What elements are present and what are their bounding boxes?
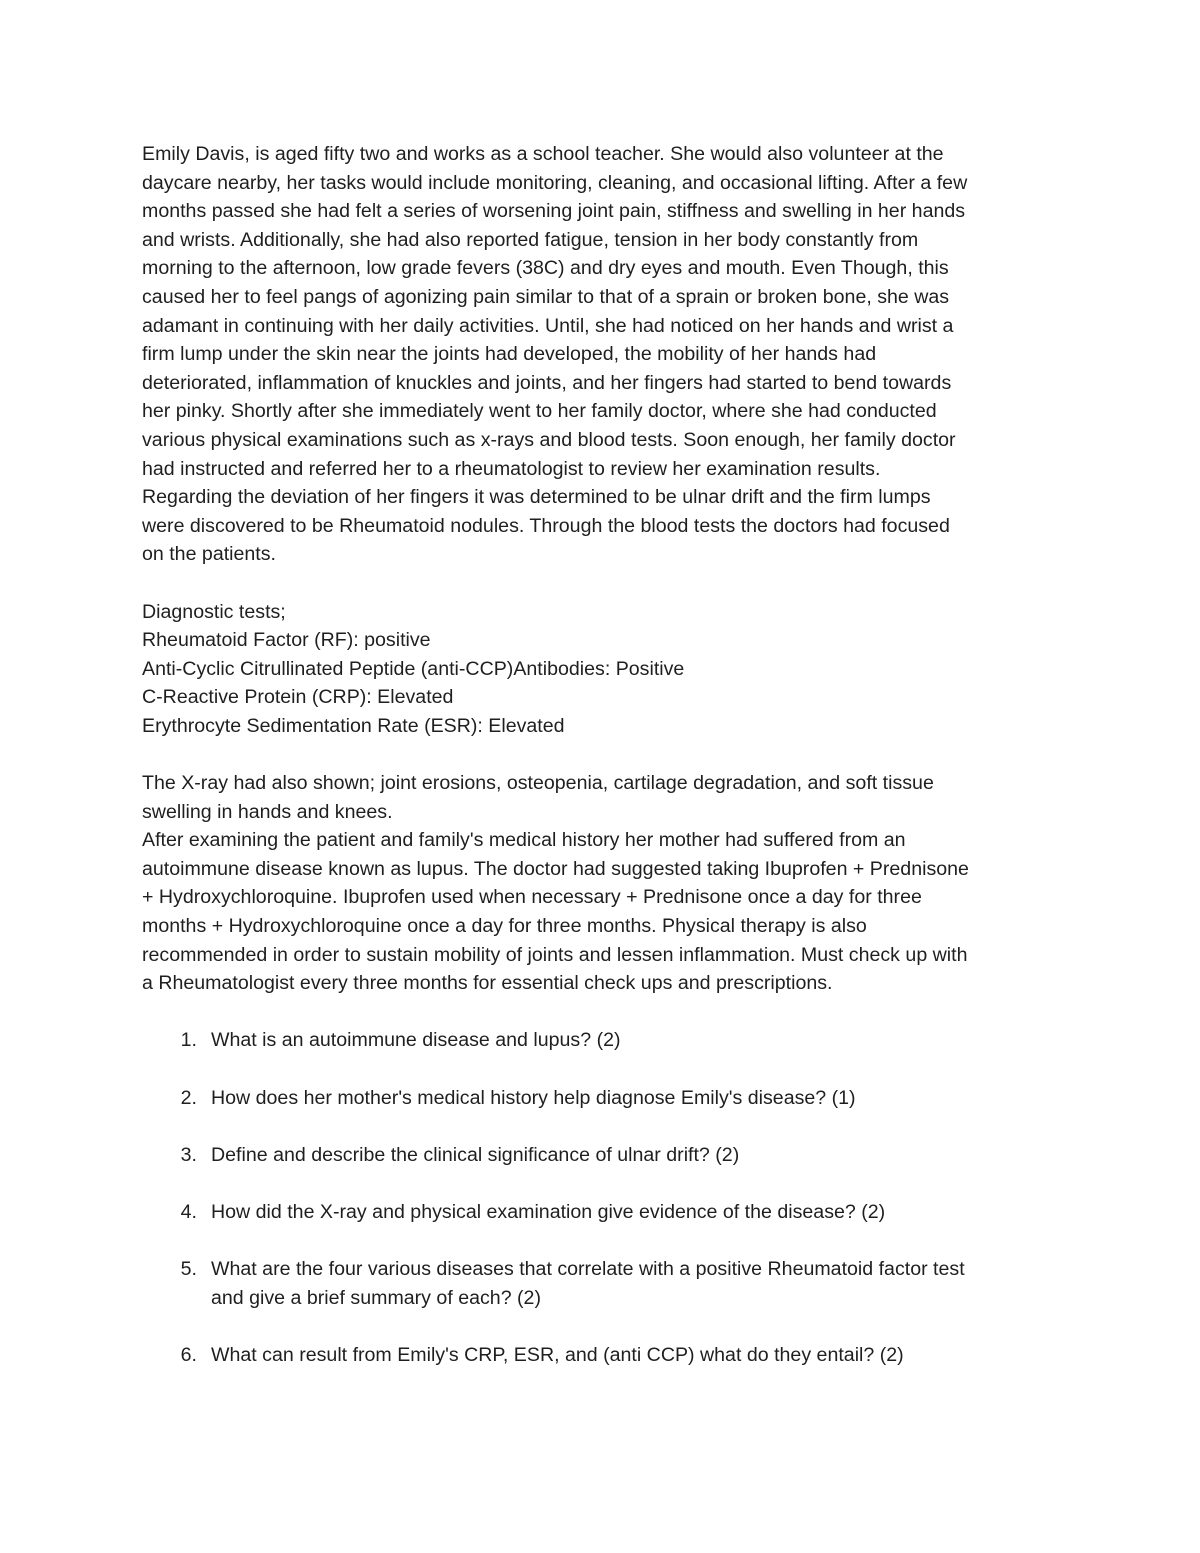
text-line: The X-ray had also shown; joint erosions, osteopenia, cartilage degradation, and soft tissue (142, 772, 934, 795)
question-number: 3. (180, 1143, 197, 1166)
text-line: various physical examinations such as x-rays and blood tests. Soon enough, her family doctor (142, 428, 956, 451)
question-item (142, 1341, 1060, 1370)
text-line: What can result from Emily's CRP, ESR, and (anti CCP) what do they entail? (2) (211, 1343, 904, 1366)
question-number: 6. (180, 1343, 197, 1366)
text-line: Emily Davis, is aged fifty two and works as a school teacher. She would also volunteer at the (142, 143, 944, 165)
question-text (211, 1026, 1060, 1055)
diagnostic-test-anti-ccp: Anti-Cyclic Citrullinated Peptide (anti-CCP)Antibodies: Positive (142, 657, 685, 680)
text-line: a Rheumatologist every three months for essential check ups and prescriptions. (142, 972, 833, 995)
text-line: and give a brief summary of each? (2) (211, 1286, 541, 1309)
question-text (211, 1198, 1060, 1227)
diagnostic-test-crp: C-Reactive Protein (CRP): Elevated (142, 686, 454, 709)
text-line: + Hydroxychloroquine. Ibuprofen used when necessary + Prednisone once a day for three (142, 886, 922, 909)
text-line: on the patients. (142, 543, 276, 566)
question-item (142, 1198, 1060, 1227)
text-line: her pinky. Shortly after she immediately went to her family doctor, where she had conducted (142, 400, 937, 423)
text-line: adamant in continuing with her daily activities. Until, she had noticed on her hands and wrist a (142, 314, 954, 337)
text-line: How does her mother's medical history help diagnose Emily's disease? (1) (211, 1086, 856, 1109)
question-number: 5. (180, 1258, 197, 1281)
text-line: and wrists. Additionally, she had also reported fatigue, tension in her body constantly from (142, 228, 919, 251)
text-line: After examining the patient and family's medical history her mother had suffered from an (142, 829, 906, 852)
text-line: were discovered to be Rheumatoid nodules. Through the blood tests the doctors had focused (142, 514, 950, 537)
question-text (211, 1255, 1060, 1312)
question-number: 4. (180, 1200, 197, 1223)
text-line: months passed she had felt a series of worsening joint pain, stiffness and swelling in her hands (142, 200, 966, 223)
text-line: had instructed and referred her to a rheumatologist to review her examination results. (142, 457, 881, 480)
text-line: months + Hydroxychloroquine once a day for three months. Physical therapy is also (142, 915, 867, 938)
text-line: Regarding the deviation of her fingers it was determined to be ulnar drift and the firm lumps (142, 486, 931, 509)
history-paragraph (142, 826, 1060, 998)
xray-paragraph (142, 769, 1060, 826)
document-page (142, 140, 1060, 1398)
question-item (142, 1141, 1060, 1170)
question-item (142, 1255, 1060, 1312)
paragraph-gap (142, 740, 1060, 769)
text-line: deteriorated, inflammation of knuckles and joints, and her fingers had started to bend towards (142, 371, 952, 394)
question-item (142, 1026, 1060, 1055)
text-line: What are the four various diseases that correlate with a positive Rheumatoid factor test (211, 1258, 965, 1281)
question-text (211, 1341, 1060, 1370)
text-line: daycare nearby, her tasks would include monitoring, cleaning, and occasional lifting. After a few (142, 171, 968, 194)
text-line: recommended in order to sustain mobility of joints and lessen inflammation. Must check up with (142, 943, 968, 966)
text-line: What is an autoimmune disease and lupus? (2) (211, 1029, 621, 1052)
text-line: Define and describe the clinical significance of ulnar drift? (2) (211, 1143, 740, 1166)
question-item (142, 1084, 1060, 1113)
text-line: swelling in hands and knees. (142, 800, 393, 823)
diagnostic-test-esr: Erythrocyte Sedimentation Rate (ESR): Elevated (142, 714, 565, 737)
case-intro-paragraph (142, 140, 1060, 569)
paragraph-gap (142, 569, 1060, 598)
text-line: morning to the afternoon, low grade fevers (38C) and dry eyes and mouth. Even Though, this (142, 257, 949, 280)
text-line: caused her to feel pangs of agonizing pain similar to that of a sprain or broken bone, she was (142, 285, 950, 308)
question-list (142, 1026, 1060, 1369)
text-line: How did the X-ray and physical examination give evidence of the disease? (2) (211, 1200, 886, 1223)
text-line: autoimmune disease known as lupus. The doctor had suggested taking Ibuprofen + Prednisone (142, 857, 969, 880)
question-number: 2. (180, 1086, 197, 1109)
paragraph-gap (142, 998, 1060, 1027)
text-line: firm lump under the skin near the joints had developed, the mobility of her hands had (142, 343, 877, 366)
diagnostic-heading: Diagnostic tests; (142, 600, 286, 623)
diagnostic-tests-section (142, 598, 1060, 741)
question-text (211, 1141, 1060, 1170)
question-text (211, 1084, 1060, 1113)
diagnostic-test-rf: Rheumatoid Factor (RF): positive (142, 629, 431, 652)
question-number: 1. (180, 1029, 197, 1052)
